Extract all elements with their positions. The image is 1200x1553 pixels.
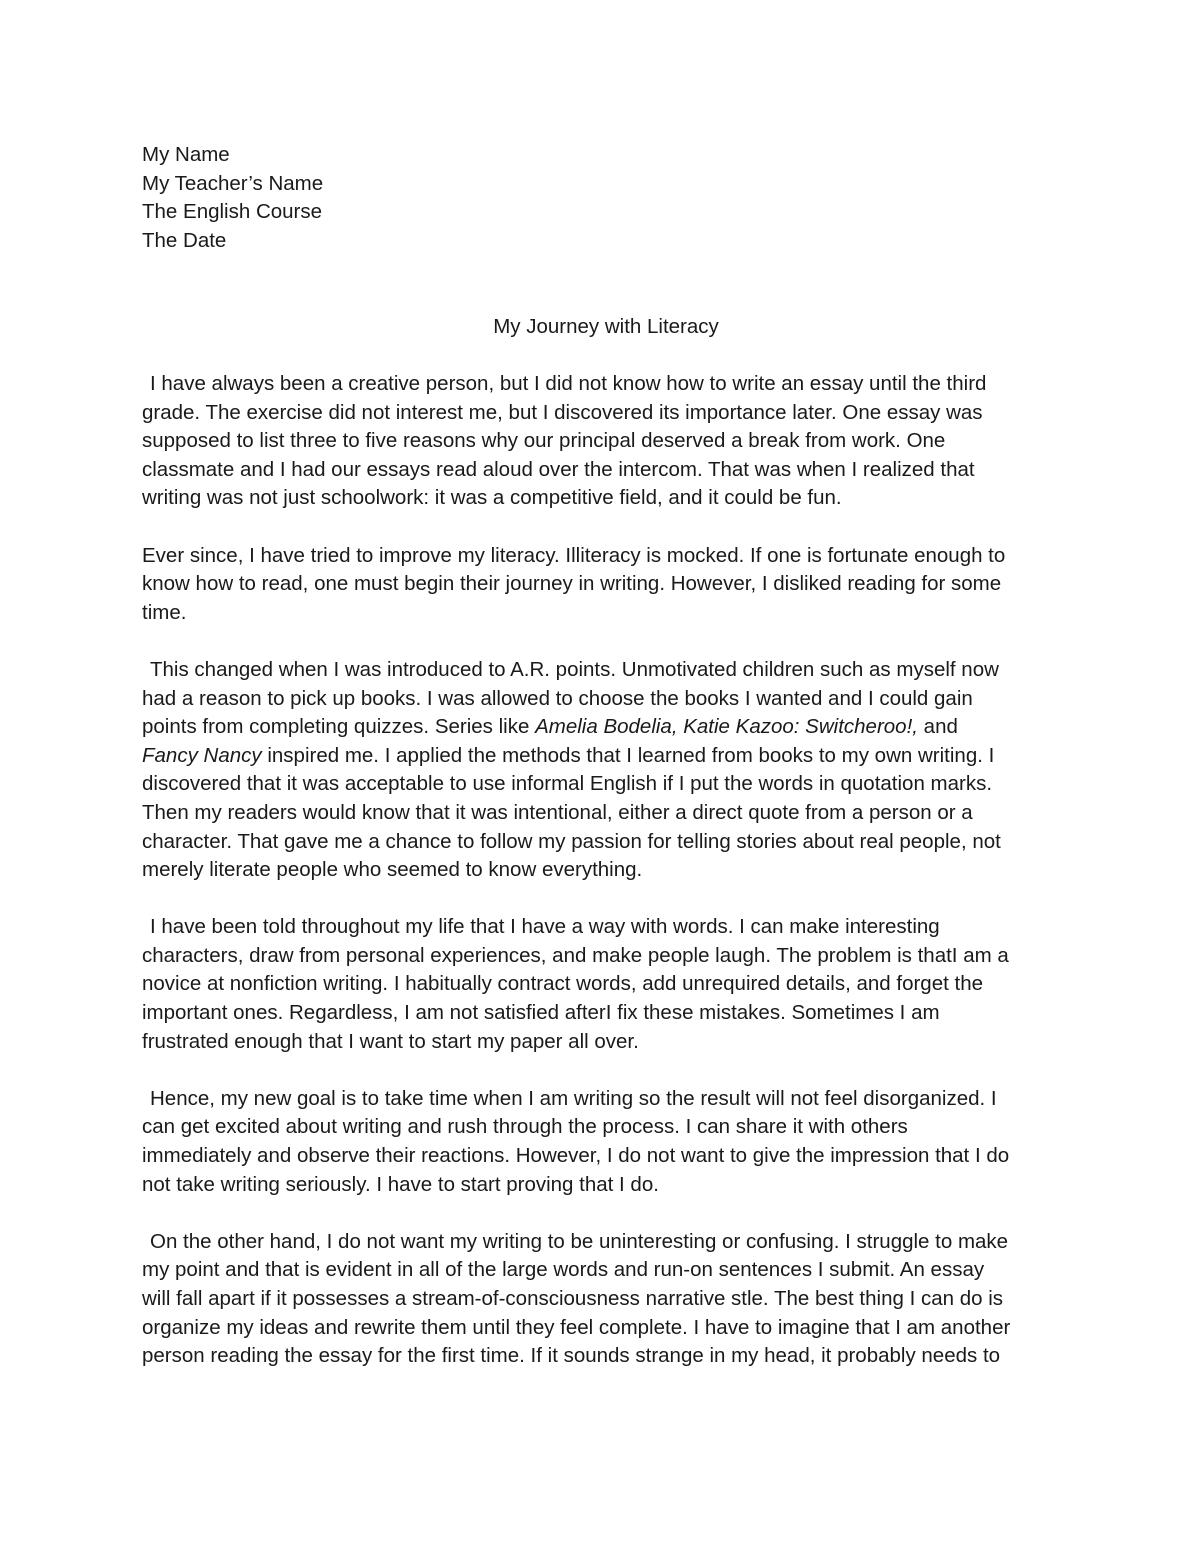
text-line-with-titles	[142, 713, 1072, 742]
text-line: writing was not just schoolwork: it was a competitive field, and it could be fun.	[142, 486, 842, 510]
text-segment: inspired me. I applied the methods that I learned from books to my own writing. I	[261, 743, 995, 767]
text-line: On the other hand, I do not want my writing to be uninteresting or confusing. I struggle to make	[150, 1229, 1009, 1253]
text-line: person reading the essay for the first time. If it sounds strange in my head, it probably needs to	[142, 1344, 1001, 1368]
header-block	[142, 141, 323, 255]
course-name: The English Course	[142, 200, 323, 224]
text-line: Hence, my new goal is to take time when I am writing so the result will not feel disorganized. I	[150, 1086, 997, 1110]
text-line: discovered that it was acceptable to use informal English if I put the words in quotation marks.	[142, 772, 993, 796]
date-line: The Date	[142, 228, 227, 252]
paragraph-3	[142, 656, 1072, 885]
text-line: know how to read, one must begin their journey in writing. However, I disliked reading for some	[142, 572, 1002, 596]
paragraph-6	[142, 1228, 1072, 1371]
text-line: characters, draw from personal experiences, and make people laugh. The problem is thatI am a	[142, 943, 1009, 967]
text-line: can get excited about writing and rush through the process. I can share it with others	[142, 1115, 908, 1139]
text-line-with-title	[142, 742, 1072, 771]
text-line: I have always been a creative person, but I did not know how to write an essay until the third	[150, 372, 987, 395]
text-line: Ever since, I have tried to improve my literacy. Illiteracy is mocked. If one is fortunate enough to	[142, 543, 1006, 567]
text-line: classmate and I had our essays read aloud over the intercom. That was when I realized that	[142, 457, 975, 481]
text-line: immediately and observe their reactions. However, I do not want to give the impression that I do	[142, 1144, 1010, 1168]
text-line: supposed to list three to five reasons why our principal deserved a break from work. One	[142, 429, 946, 453]
text-line: grade. The exercise did not interest me, but I discovered its importance later. One essay was	[142, 400, 983, 424]
teacher-name: My Teacher’s Name	[142, 171, 324, 195]
paragraph-1	[142, 370, 1072, 513]
text-line: will fall apart if it possesses a stream-of-consciousness narrative stle. The best thing I can do is	[142, 1287, 1004, 1310]
book-series-titles: Amelia Bodelia, Katie Kazoo: Switcheroo!,	[535, 715, 918, 739]
text-line: time.	[142, 600, 187, 624]
text-segment: points from completing quizzes. Series like	[142, 715, 536, 739]
text-line: had a reason to pick up books. I was allowed to choose the books I wanted and I could gain	[142, 686, 973, 710]
essay-body	[142, 370, 1072, 1399]
text-line: I have been told throughout my life that I have a way with words. I can make interesting	[150, 915, 940, 939]
text-line: novice at nonfiction writing. I habitually contract words, add unrequired details, and forget the	[142, 972, 983, 996]
text-segment: and	[917, 715, 958, 739]
text-line: organize my ideas and rewrite them until they feel complete. I have to imagine that I am another	[142, 1315, 1011, 1339]
book-series-title: Fancy Nancy	[142, 743, 262, 767]
text-line: Then my readers would know that it was intentional, either a direct quote from a person or a	[142, 800, 973, 824]
text-line: character. That gave me a chance to follow my passion for telling stories about real people, not	[142, 829, 1001, 853]
text-line: my point and that is evident in all of the large words and run-on sentences I submit. An essay	[142, 1258, 985, 1282]
paragraph-2	[142, 542, 1072, 628]
paragraph-4	[142, 913, 1072, 1056]
text-line: not take writing seriously. I have to start proving that I do.	[142, 1172, 659, 1196]
text-line: merely literate people who seemed to know everything.	[142, 858, 643, 882]
student-name: My Name	[142, 143, 230, 166]
text-line: This changed when I was introduced to A.R. points. Unmotivated children such as myself now	[150, 657, 999, 681]
text-line: important ones. Regardless, I am not satisfied afterI fix these mistakes. Sometimes I am	[142, 1001, 940, 1025]
text-line: frustrated enough that I want to start my paper all over.	[142, 1029, 639, 1053]
paragraph-5	[142, 1085, 1072, 1199]
essay-title: My Journey with Literacy	[493, 315, 719, 338]
